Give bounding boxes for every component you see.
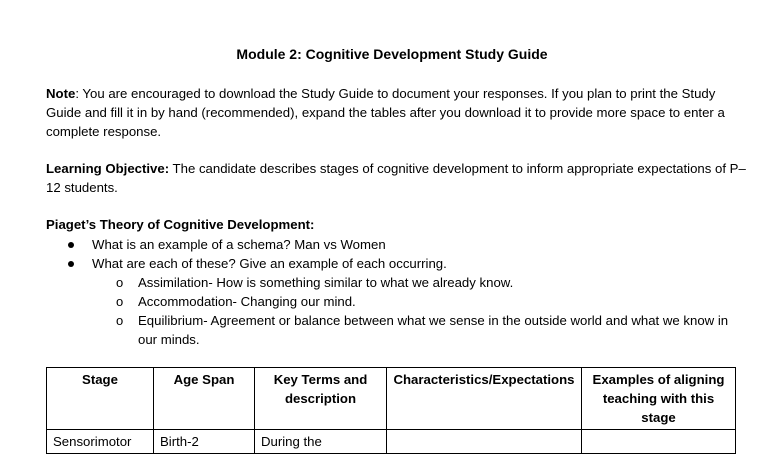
page-title: Module 2: Cognitive Development Study Guide	[236, 46, 548, 62]
piaget-subitem-list	[92, 273, 746, 349]
circle-bullet-icon: o	[116, 275, 124, 290]
cell-age-span: Birth-2	[154, 430, 255, 454]
learning-objective-label: Learning Objective:	[46, 161, 170, 176]
note-paragraph	[46, 84, 746, 141]
list-item	[46, 235, 746, 254]
learning-objective-paragraph	[46, 159, 746, 197]
question-schema: What is an example of a schema? Man vs Women	[92, 237, 386, 252]
header-key-terms: Key Terms and description	[255, 368, 387, 430]
subitem-equilibrium: Equilibrium- Agreement or balance between what we sense in the outside world and what we know in our minds.	[138, 313, 729, 347]
header-age-span: Age Span	[154, 368, 255, 430]
piaget-heading: Piaget’s Theory of Cognitive Development:	[46, 217, 315, 232]
circle-bullet-icon: o	[116, 313, 124, 328]
cell-examples[interactable]	[582, 430, 736, 454]
list-item	[46, 254, 746, 349]
circle-bullet-icon: o	[116, 294, 124, 309]
list-item	[46, 311, 746, 349]
bullet-icon	[68, 242, 74, 248]
cell-stage: Sensorimotor	[47, 430, 154, 454]
cell-characteristics[interactable]	[387, 430, 582, 454]
header-stage: Stage	[47, 368, 154, 430]
list-item	[46, 292, 746, 311]
subitem-assimilation: Assimilation- How is something similar to what we already know.	[138, 275, 514, 290]
piaget-question-list	[46, 235, 746, 349]
bullet-icon	[68, 261, 74, 267]
table-row	[47, 430, 736, 454]
list-item	[46, 273, 746, 292]
cell-key-terms[interactable]: During the	[255, 430, 387, 454]
header-characteristics: Characteristics/Expectations	[387, 368, 582, 430]
learning-objective-text: The candidate describes stages of cognitive development to inform appropriate expectations of P–12 students.	[46, 161, 746, 195]
header-examples: Examples of aligning teaching with this stage	[582, 368, 736, 430]
table-header-row	[47, 368, 736, 430]
subitem-accommodation: Accommodation- Changing our mind.	[138, 294, 356, 309]
note-text: : You are encouraged to download the Study Guide to document your responses. If you plan to print the Study Guide and fill it in by hand (recommended), expand the tables after you download it to provide more space to enter a complete response.	[46, 86, 725, 139]
question-each: What are each of these? Give an example of each occurring.	[92, 256, 447, 271]
note-label: Note	[46, 86, 76, 101]
